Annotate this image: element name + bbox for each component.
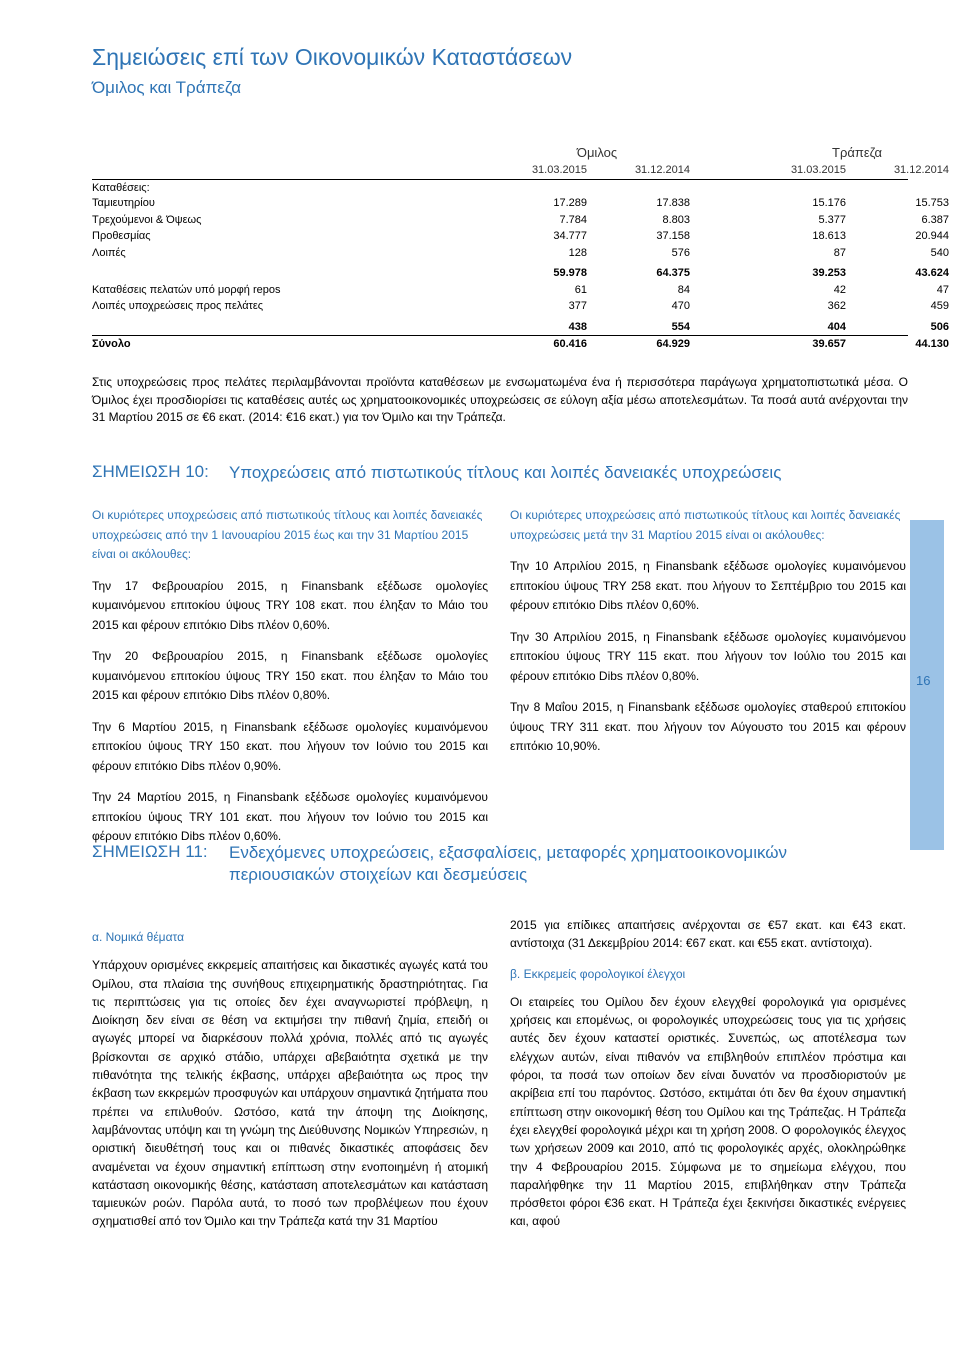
row-label: Ταμιευτηρίου	[92, 197, 155, 209]
cell: 44.130	[915, 338, 949, 350]
note10-right-column	[510, 506, 906, 769]
note10-right-item: Την 10 Απριλίου 2015, η Finansbank εξέδωσε ομολογίες κυμαινόμενου επιτοκίου ύψους TRY 258 εκατ. που λήγουν το Σεπτέμβριο του 2015 και φέρουν επιτόκιο Dibs πλέον 0,60%.	[510, 559, 906, 612]
date-header: 31.12.2014	[893, 164, 949, 176]
cell: 64.375	[656, 267, 690, 279]
row-label: Τρεχούμενοι & Όψεως	[92, 213, 202, 226]
cell: 15.753	[915, 197, 949, 209]
cell: 459	[930, 300, 949, 312]
cell: 506	[930, 320, 949, 333]
table-group-header-row	[92, 144, 908, 162]
note10-left-column	[92, 506, 488, 859]
legal-matters-text: Υπάρχουν ορισμένες εκκρεμείς απαιτήσεις και δικαστικές αγωγές κατά του Ομίλου, στα πλαίσια της συνήθους επιχειρηματικής δραστηριότητας. Για τις περιπτώσεις για τις οποίες δεν έχει αναγνωριστεί πρόβλεψη, η Διοίκηση δεν είναι σε θέση να εκτιμήσει την πιθανή ζημία, επειδή οι αγωγές μπορεί να διαρκέσουν πολλά χρόνια, πολλές από τις αγωγές βρίσκονται σε αρχικό στάδιο, υπάρχει αβεβαιότητα σχετικά με την πιθανότητα της τελικής έκβασης, υπάρχει αβεβαιότητα ως προς την έκβαση των εκκρεμών προσφυγών και υπάρχουν σημαντικά ζητήματα που πρέπει να επιλυθούν. Ωστόσο, κατά την άποψη της Διοίκησης, λαμβάνοντας υπόψη και τη γνώμη της Διεύθυνσης Νομικών Υπηρεσιών, η οριστική διευθέτησή τους και οι πιθανές δικαστικές αποφάσεις δεν αναμένεται να έχουν σημαντική επίπτωση στην ενοποιημένη ή ατομική κατάσταση οικονομικής θέσης, κατάσταση αποτελεσμάτων και κατάσταση ταμιευκών ροών. Παρόλα αυτά, το ποσό των προβλέψεων που έχουν σχηματισθεί από τον Όμιλο και την Τράπεζα κατά την 31 Μαρτίου	[92, 958, 488, 1229]
cell: 470	[671, 300, 690, 312]
note10-right-item: Την 8 Μαΐου 2015, η Finansbank εξέδωσε ομολογίες σταθερού επιτοκίου ύψους TRY 311 εκατ. που λήγουν τον Αύγουστο του 2015 και φέρουν επιτόκιο 10,90%.	[510, 700, 906, 753]
note10-left-item: Την 20 Φεβρουαρίου 2015, η Finansbank εξέδωσε ομολογίες κυμαινόμενου επιτοκίου ύψους TRY 150 εκατ. που έληξαν το Μάιο του 2015 και φέρουν επιτόκιο Dibs πλέον 0,80%.	[92, 649, 488, 702]
note10-left-lead: Οι κυριότερες υποχρεώσεις από πιστωτικούς τίτλους και λοιπές δανειακές υποχρεώσεις από την 1 Ιανουαρίου 2015 έως και την 31 Μαρτίου 2015 είναι οι ακόλουθες:	[92, 508, 483, 561]
cell: 42	[833, 283, 846, 296]
table-section-row	[92, 179, 908, 196]
cell: 377	[568, 300, 587, 312]
page-title: Σημειώσεις επί των Οικονομικών Καταστάσεων	[92, 44, 573, 70]
subtotal-row	[92, 319, 949, 336]
page-number: 16	[916, 673, 931, 688]
table-row	[92, 298, 949, 315]
date-header: 31.03.2015	[531, 164, 587, 176]
note10-right-item: Την 30 Απριλίου 2015, η Finansbank εξέδωσε ομολογίες κυμαινόμενου επιτοκίου ύψους TRY 115 εκατ. που λήγουν τον Ιούλιο του 2015 και φέρουν επιτόκιο Dibs πλέον 0,80%.	[510, 629, 906, 683]
note11-title: Ενδεχόμενες υποχρεώσεις, εξασφαλίσεις, μεταφορές χρηματοοικονομικών περιουσιακών στοιχείων και δεσμεύσεις	[229, 843, 788, 884]
note10-title: Υποχρεώσεις από πιστωτικούς τίτλους και λοιπές δανειακές υποχρεώσεις	[229, 463, 782, 482]
cell: 37.158	[656, 230, 690, 242]
note11-right-column	[510, 916, 906, 1243]
tax-audits-heading: β. Εκκρεμείς φορολογικοί έλεγχοι	[510, 966, 686, 981]
cell: 87	[833, 246, 846, 259]
table-row	[92, 195, 949, 212]
note10-left-item: Την 24 Μαρτίου 2015, η Finansbank εξέδωσε ομολογίες κυμαινόμενου επιτοκίου ύψους TRY 101 εκατ. που λήγουν τον Ιούνιο του 2015 και φέρουν επιτόκιο Dibs πλέον 0,60%.	[92, 790, 488, 843]
cell: 5.377	[818, 213, 846, 226]
group-header-group: Όμιλος	[576, 145, 618, 160]
cell: 59.978	[553, 267, 587, 279]
subtotal-row	[92, 265, 949, 282]
table-row	[92, 228, 949, 245]
cell: 576	[671, 246, 690, 259]
page-subtitle: Όμιλος και Τράπεζα	[92, 78, 242, 97]
cell: 17.838	[656, 197, 690, 209]
row-label: Καταθέσεις πελατών υπό μορφή repos	[92, 283, 281, 296]
legal-matters-continuation: 2015 για επίδικες απαιτήσεις ανέρχονται σε €57 εκατ. και €43 εκατ. αντίστοιχα (31 Δεκεμβρίου 2014: €67 εκατ. και €55 εκατ. αντίστοιχα).	[510, 918, 906, 951]
row-label: Σύνολο	[92, 338, 131, 350]
date-header: 31.03.2015	[790, 164, 846, 176]
deposits-table	[92, 144, 949, 352]
cell: 7.784	[559, 213, 587, 226]
note11-left-column	[92, 928, 488, 1243]
cell: 34.777	[553, 230, 587, 242]
table-row	[92, 282, 949, 299]
row-label: Λοιπές υποχρεώσεις προς πελάτες	[92, 300, 264, 312]
cell: 128	[568, 246, 587, 259]
note10-number: ΣΗΜΕΙΩΣΗ 10:	[92, 462, 209, 481]
cell: 60.416	[553, 338, 587, 350]
note10-left-item: Την 17 Φεβρουαρίου 2015, η Finansbank εξέδωσε ομολογίες κυμαινόμενου επιτοκίου ύψους TRY 108 εκατ. που έληξαν το Μάιο του 2015 και φέρουν επιτόκιο Dibs πλέον 0,60%.	[92, 578, 488, 632]
cell: 6.387	[921, 213, 949, 226]
table-row	[92, 245, 949, 262]
section-label: Καταθέσεις:	[92, 181, 150, 194]
note10-left-item: Την 6 Μαρτίου 2015, η Finansbank εξέδωσε ομολογίες κυμαινόμενου επιτοκίου ύψους TRY 150 εκατ. που λήγουν τον Ιούνιο του 2015 και φέρουν επιτόκιο Dibs πλέον 0,90%.	[92, 719, 488, 773]
cell: 404	[827, 320, 846, 333]
table-row	[92, 212, 949, 229]
cell: 84	[677, 283, 690, 296]
legal-matters-heading: α. Νομικά θέματα	[92, 930, 185, 944]
group-header-bank: Τράπεζα	[832, 145, 882, 160]
cell: 362	[827, 300, 846, 312]
cell: 39.657	[812, 338, 846, 350]
cell: 43.624	[915, 267, 949, 279]
cell: 61	[574, 283, 587, 296]
cell: 39.253	[812, 267, 846, 279]
cell: 18.613	[812, 230, 846, 242]
date-header: 31.12.2014	[634, 164, 690, 176]
cell: 540	[930, 246, 949, 259]
table-date-row	[92, 162, 949, 179]
row-label: Προθεσμίας	[92, 230, 151, 242]
row-label: Λοιπές	[92, 246, 126, 259]
cell: 554	[671, 320, 690, 333]
cell: 20.944	[915, 230, 949, 242]
cell: 64.929	[656, 338, 690, 350]
cell: 15.176	[812, 197, 846, 209]
note11-number: ΣΗΜΕΙΩΣΗ 11:	[92, 842, 208, 861]
tax-audits-text: Οι εταιρείες του Ομίλου δεν έχουν ελεγχθεί φορολογικά για ορισμένες χρήσεις και επομένως, οι φορολογικές υποχρεώσεις τους για τις χρήσεις αυτές δεν έχουν καταστεί οριστικές. Συνεπώς, ως αποτέλεσμα των ελέγχων αυτών, είναι πιθανόν να επιβληθούν επιπλέον πρόστιμα και φόροι, τα ποσά των οποίων δεν είναι δυνατόν να προσδιοριστούν με ακρίβεια επί του παρόντος. Ωστόσο, εκτιμάται ότι δεν θα έχουν σημαντική επίπτωση στην οικονομική θέση του Ομίλου και της Τράπεζας. Η Τράπεζα έχει ελεγχθεί φορολογικά μέχρι και τη χρήση 2008. Ο φορολογικός έλεγχος των χρήσεων 2009 και 2010, από τις φορολογικές αρχές, ολοκληρώθηκε την 4 Φεβρουαρίου 2015. Σύμφωνα με το σημείωμα ελέγχου, που παραλήφθηκε την 11 Μαρτίου 2015, επιβλήθηκαν στην Τράπεζα πρόσθετοι φόροι €36 εκατ. Η Τράπεζα έχει ξεκινήσει δικαστικές ενέργειες και, αφού	[510, 994, 906, 1229]
note10-right-lead: Οι κυριότερες υποχρεώσεις από πιστωτικούς τίτλους και λοιπές δανειακές υποχρεώσεις μετά την 31 Μαρτίου 2015 είναι οι ακόλουθες:	[510, 508, 901, 542]
total-row	[92, 335, 949, 352]
deposits-footnote: Στις υποχρεώσεις προς πελάτες περιλαμβάνονται προϊόντα καταθέσεων με ενσωματωμένα ένα ή περισσότερα παράγωγα χρηματοπιστωτικά μέσα. Ο Όμιλος έχει προσδιορίσει τις καταθέσεις αυτές ως χρηματοοικονομικές υποχρεώσεις σε εύλογη αξία μέσω αποτελεσμάτων. Τα ποσά αυτά ανέρχονται την 31 Μαρτίου 2015 σε €6 εκατ. (2014: €16 εκατ.) για τον Όμιλο και την Τράπεζα.	[92, 375, 908, 424]
cell: 17.289	[553, 197, 587, 209]
cell: 8.803	[662, 213, 690, 226]
cell: 438	[568, 320, 587, 333]
cell: 47	[936, 283, 949, 296]
